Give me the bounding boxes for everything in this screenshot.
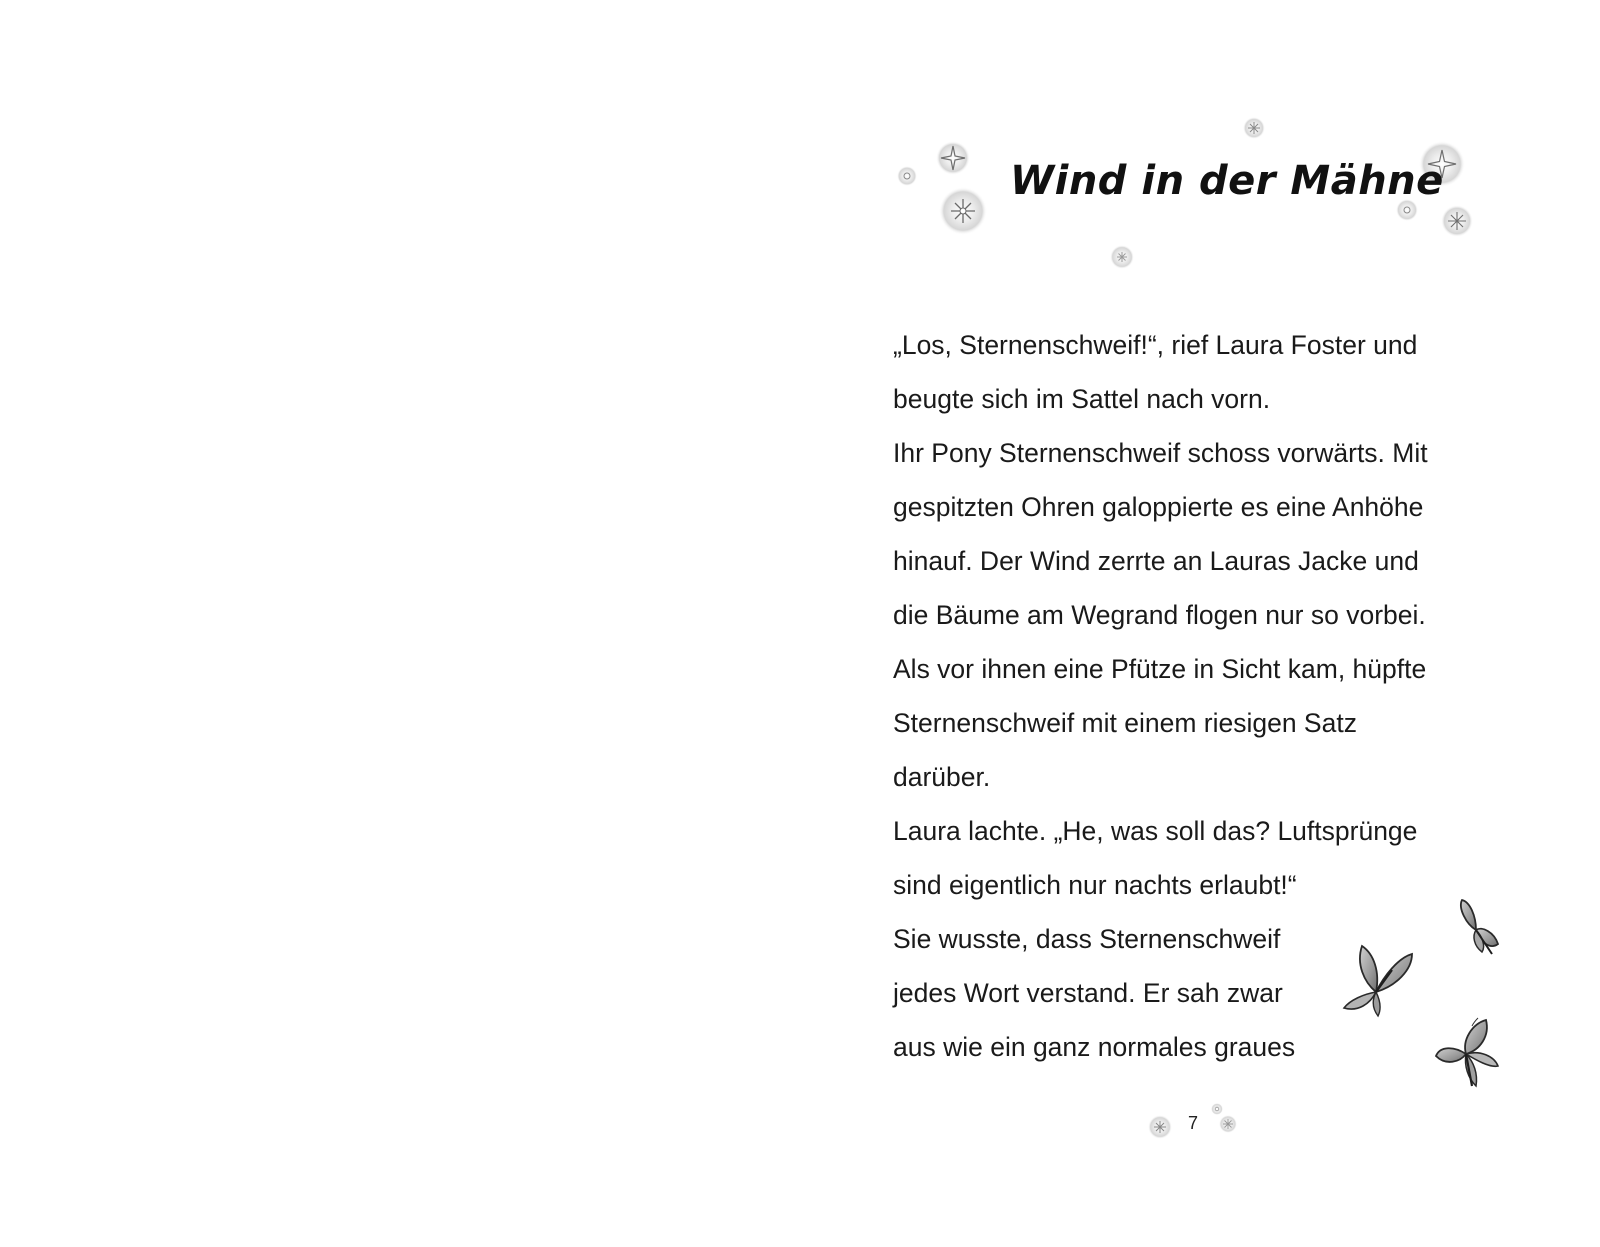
sparkle-star-icon <box>1218 1114 1238 1134</box>
text-line: hinauf. Der Wind zerrte an Lauras Jacke und <box>893 546 1419 576</box>
text-line: Sternenschweif mit einem riesigen Satz <box>893 708 1357 738</box>
sparkle-star-icon <box>935 140 971 176</box>
text-line: beugte sich im Sattel nach vorn. <box>893 384 1271 414</box>
text-line: darüber. <box>893 762 991 792</box>
text-line: „Los, Sternenschweif!“, rief Laura Foster und <box>893 330 1418 360</box>
sparkle-star-icon <box>1242 116 1266 140</box>
text-line: Laura lachte. „He, was soll das? Luftsprünge <box>893 816 1418 846</box>
butterfly-icon <box>1452 896 1502 958</box>
text-line: jedes Wort verstand. Er sah zwar <box>893 978 1283 1008</box>
sparkle-star-icon <box>1109 244 1135 270</box>
text-line: sind eigentlich nur nachts erlaubt!“ <box>893 870 1297 900</box>
sparkle-star-icon <box>1440 204 1474 238</box>
chapter-title: Wind in der Mähne <box>1010 158 1444 204</box>
butterfly-icon <box>1336 936 1418 1018</box>
text-line: Sie wusste, dass Sternenschweif <box>893 924 1281 954</box>
text-line: aus wie ein ganz normales graues <box>893 1032 1296 1062</box>
text-line: die Bäume am Wegrand flogen nur so vorbei. <box>893 600 1426 630</box>
butterfly-icon <box>1432 1016 1502 1090</box>
text-line: Als vor ihnen eine Pfütze in Sicht kam, hüpfte <box>893 654 1427 684</box>
text-line: Ihr Pony Sternenschweif schoss vorwärts. Mit <box>893 438 1428 468</box>
page-number: 7 <box>1188 1113 1199 1133</box>
body-text <box>893 318 1533 1074</box>
sparkle-star-icon <box>896 165 918 187</box>
sparkle-star-icon <box>1147 1114 1173 1140</box>
text-line: gespitzten Ohren galoppierte es eine Anhöhe <box>893 492 1424 522</box>
sparkle-star-icon <box>938 186 988 236</box>
